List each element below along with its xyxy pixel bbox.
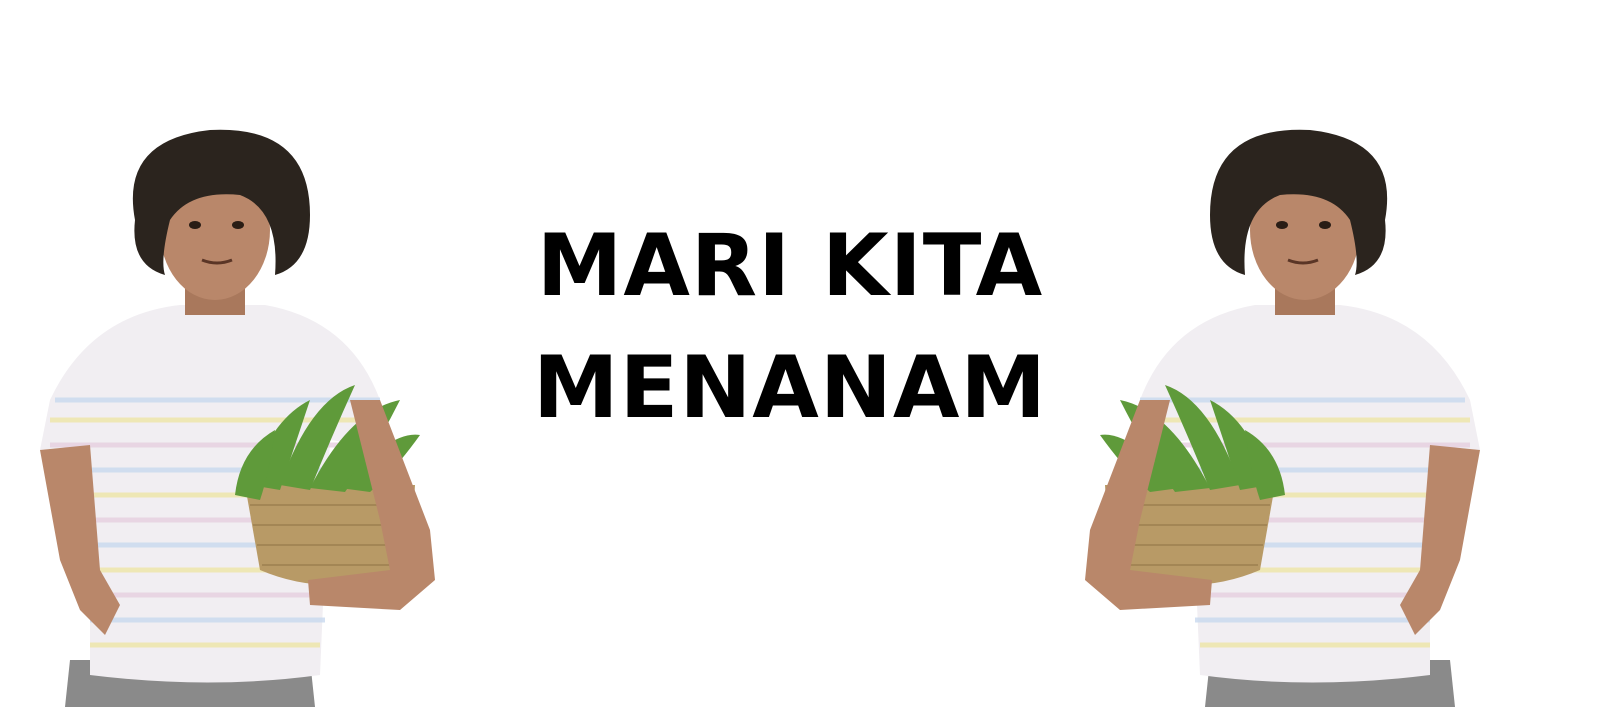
person-with-plant-left — [10, 100, 480, 707]
person-illustration-mirrored — [1040, 100, 1510, 707]
person-with-plant-right — [1040, 100, 1510, 707]
headline-line-1: MARI KITA — [536, 216, 1044, 316]
person-illustration — [10, 100, 480, 707]
headline — [480, 205, 1100, 449]
headline-line-2: MENANAM — [533, 338, 1047, 438]
